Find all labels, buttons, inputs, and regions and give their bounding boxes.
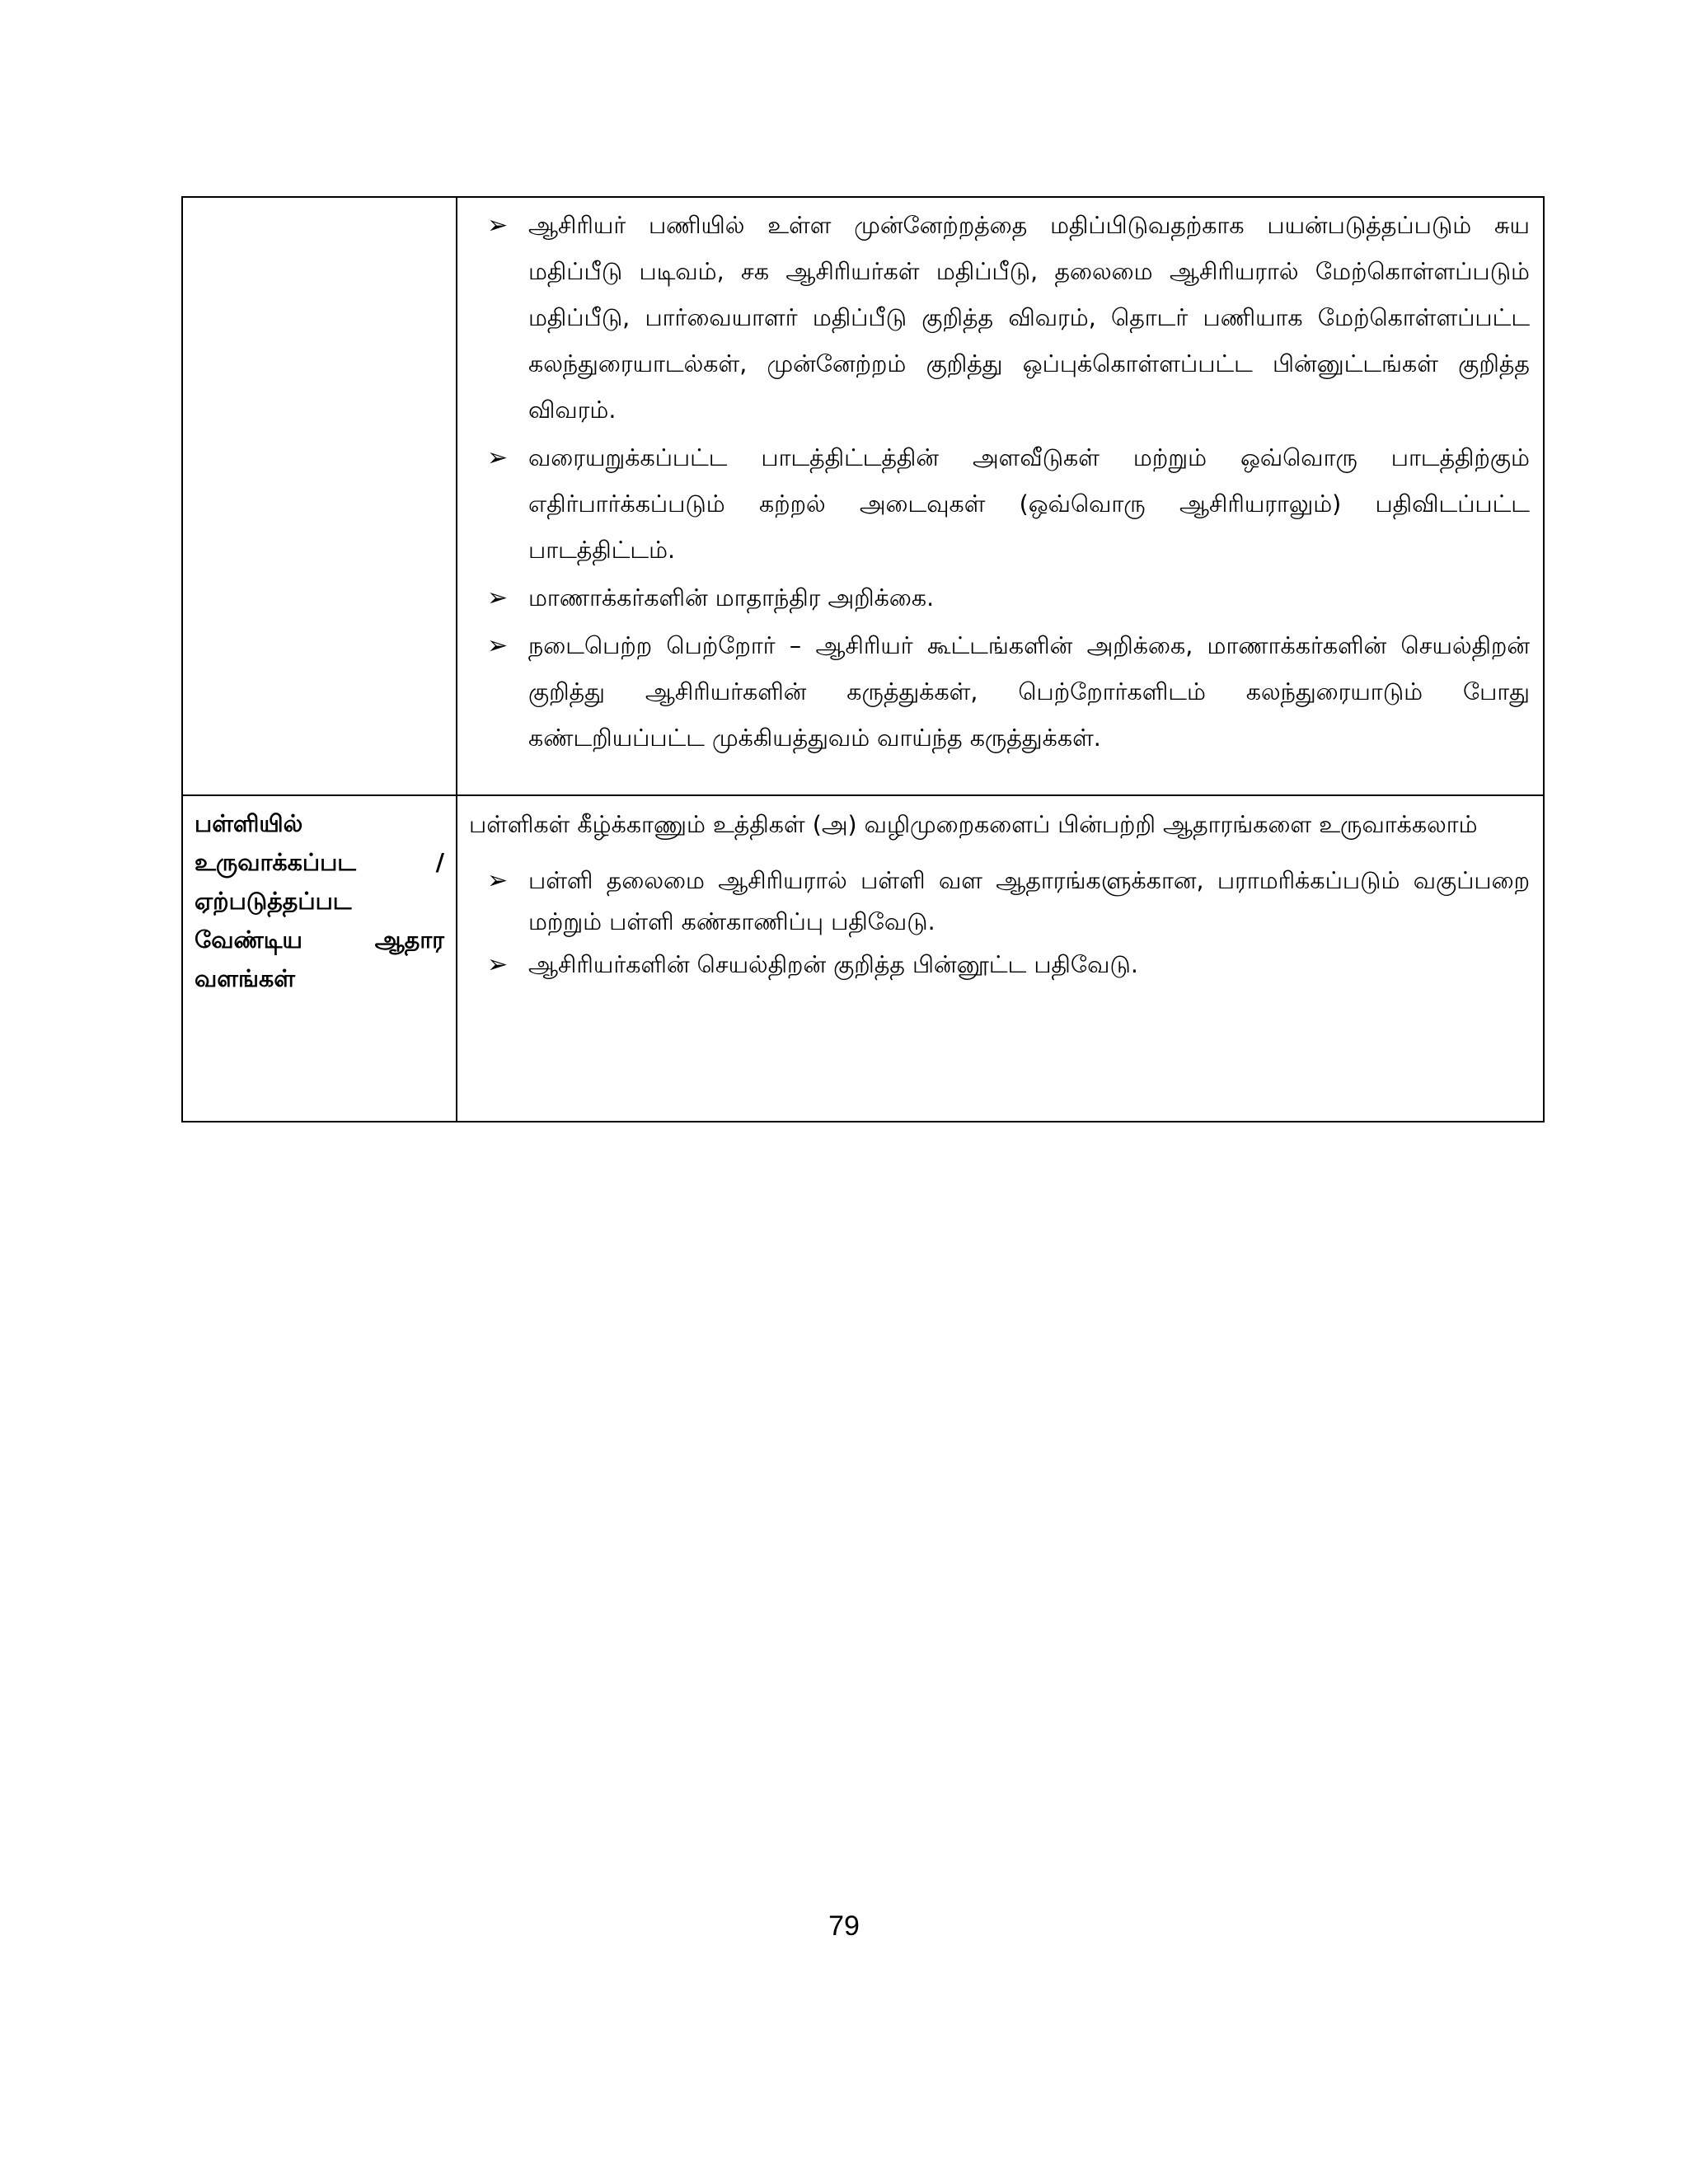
table-row	[182, 795, 1544, 1122]
arrow-bullet-icon: ➢	[487, 583, 509, 612]
arrow-bullet-icon: ➢	[487, 866, 509, 895]
row2-left-label	[183, 796, 456, 998]
left-label-line: பள்ளியில்	[195, 810, 303, 837]
row1-right-cell	[457, 197, 1544, 795]
list-item-text: ஆசிரியர் பணியில் உள்ள முன்னேற்றத்தை மதிப்பிடுவதற்காக பயன்படுத்தப்படும் சுய மதிப்பீடு படிவம், சக ஆசிரியர்கள் மதிப்பீடு, தலைமை ஆசிரியரால் மேற்கொள்ளப்படும் மதிப்பீடு, பார்வையாளர் மதிப்பீடு குறித்த விவரம், தொடர் பணியாக மேற்கொள்ளப்பட்ட கலந்துரையாடல்கள், முன்னேற்றம் குறித்து ஒப்புக்கொள்ளப்பட்ட பின்னுட்டங்கள் குறித்த விவரம்.	[528, 212, 1530, 424]
list-item-text: பள்ளி தலைமை ஆசிரியரால் பள்ளி வள ஆதாரங்களுக்கான, பராமரிக்கப்படும் வகுப்பறை மற்றும் பள்ளி கண்காணிப்பு பதிவேடு.	[528, 867, 1530, 935]
list-item-text: மாணாக்கர்களின் மாதாந்திர அறிக்கை.	[528, 584, 935, 612]
list-item-text: ஆசிரியர்களின் செயல்திறன் குறித்த பின்னூட்ட பதிவேடு.	[528, 951, 1138, 978]
arrow-bullet-icon: ➢	[487, 211, 509, 240]
list-item	[469, 575, 1530, 621]
left-label-line: ஏற்படுத்தப்பட	[195, 888, 352, 915]
page-number: 79	[828, 1910, 860, 1942]
list-item-text: நடைபெற்ற பெற்றோர் – ஆசிரியர் கூட்டங்களின் அறிக்கை, மாணாக்கர்களின் செயல்திறன் குறித்து ஆசிரியர்களின் கருத்துக்கள், பெற்றோர்களிடம் கலந்துரையாடும் போது கண்டறியப்பட்ட முக்கியத்துவம் வாய்ந்த கருத்துக்கள்.	[528, 632, 1530, 752]
row2-right-cell	[457, 795, 1544, 1122]
table-row	[182, 197, 1544, 795]
arrow-bullet-icon: ➢	[487, 950, 509, 979]
left-label-line: உருவாக்கப்பட /	[195, 849, 444, 876]
row2-left-cell	[182, 795, 457, 1122]
row1-left-cell	[182, 197, 457, 795]
list-item	[469, 860, 1530, 943]
document-table	[181, 196, 1545, 1122]
row2-bullet-list	[469, 860, 1530, 986]
left-label-line: வளங்கள்	[195, 965, 295, 992]
row1-bullet-list	[469, 203, 1530, 762]
arrow-bullet-icon: ➢	[487, 443, 509, 472]
row1-left-label	[183, 198, 456, 206]
list-item	[469, 623, 1530, 762]
list-item	[469, 203, 1530, 434]
arrow-bullet-icon: ➢	[487, 631, 509, 660]
row2-intro-text: பள்ளிகள் கீழ்க்காணும் உத்திகள் (அ) வழிமுறைகளைப் பின்பற்றி ஆதாரங்களை உருவாக்கலாம்	[469, 811, 1478, 838]
list-item	[469, 435, 1530, 574]
list-item-text: வரையறுக்கப்பட்ட பாடத்திட்டத்தின் அளவீடுகள் மற்றும் ஒவ்வொரு பாடத்திற்கும் எதிர்பார்க்கப்படும் கற்றல் அடைவுகள் (ஒவ்வொரு ஆசிரியராலும்) பதிவிடப்பட்ட பாடத்திட்டம்.	[528, 444, 1530, 564]
left-label-line: வேண்டிய ஆதார	[195, 926, 444, 954]
list-item	[469, 944, 1530, 986]
